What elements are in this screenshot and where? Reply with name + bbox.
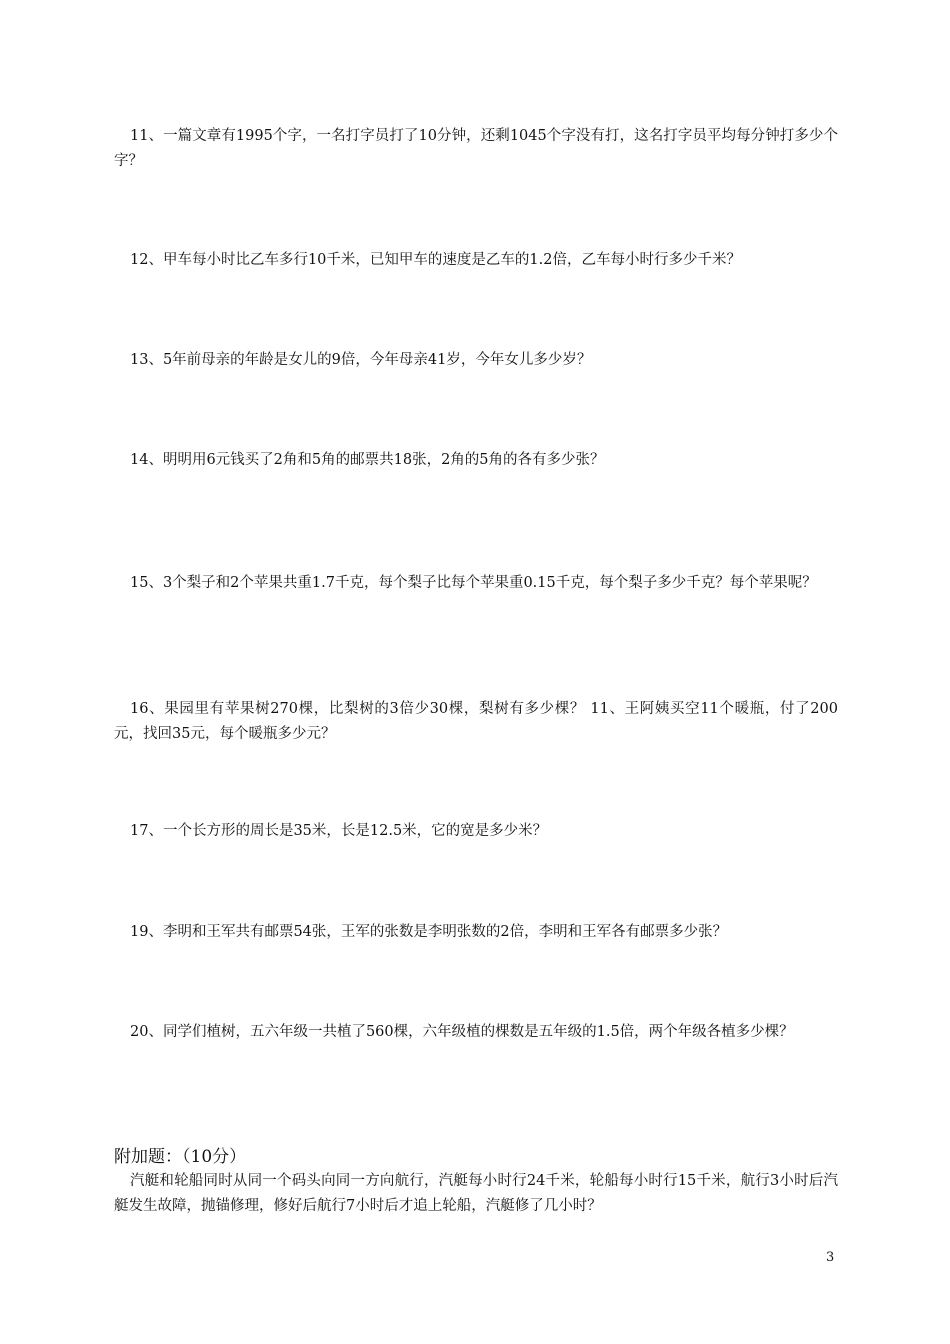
page-number: 3 xyxy=(826,1250,835,1265)
question-12: 12、甲车每小时比乙车多行10千米，已知甲车的速度是乙车的1.2倍，乙车每小时行多少千米？ xyxy=(130,252,741,268)
bonus-title: 附加题：（10分） xyxy=(114,1147,247,1167)
question-11: 11、一篇文章有1995个字，一名打字员打了10分钟，还剩1045个字没有打，这名打字员平均每分钟打多少个字？ xyxy=(114,128,838,169)
question-14: 14、明明用6元钱买了2角和5角的邮票共18张，2角的5角的各有多少张？ xyxy=(130,452,605,468)
question-19: 19、李明和王军共有邮票54张，王军的张数是李明张数的2倍，李明和王军各有邮票多少张？ xyxy=(130,924,728,940)
question-20: 20、同学们植树，五六年级一共植了560棵，六年级植的棵数是五年级的1.5倍，两个年级各植多少棵？ xyxy=(130,1024,794,1040)
question-16: 16、果园里有苹果树270棵，比梨树的3倍少30棵，梨树有多少棵？ 11、王阿姨买空11个暖瓶，付了200元，找回35元，每个暖瓶多少元？ xyxy=(114,701,838,742)
question-13: 13、5年前母亲的年龄是女儿的9倍，今年母亲41岁，今年女儿多少岁？ xyxy=(130,352,592,368)
question-17: 17、一个长方形的周长是35米，长是12.5米，它的宽是多少米？ xyxy=(130,823,548,839)
bonus-question: 汽艇和轮船同时从同一个码头向同一方向航行，汽艇每小时行24千米，轮船每小时行15千米，航行3小时后汽艇发生故障，抛锚修理，修好后航行7小时后才追上轮船，汽艇修了几小时？ xyxy=(114,1173,838,1214)
question-15: 15、3个梨子和2个苹果共重1.7千克，每个梨子比每个苹果重0.15千克，每个梨子多少千克？每个苹果呢？ xyxy=(130,575,817,591)
